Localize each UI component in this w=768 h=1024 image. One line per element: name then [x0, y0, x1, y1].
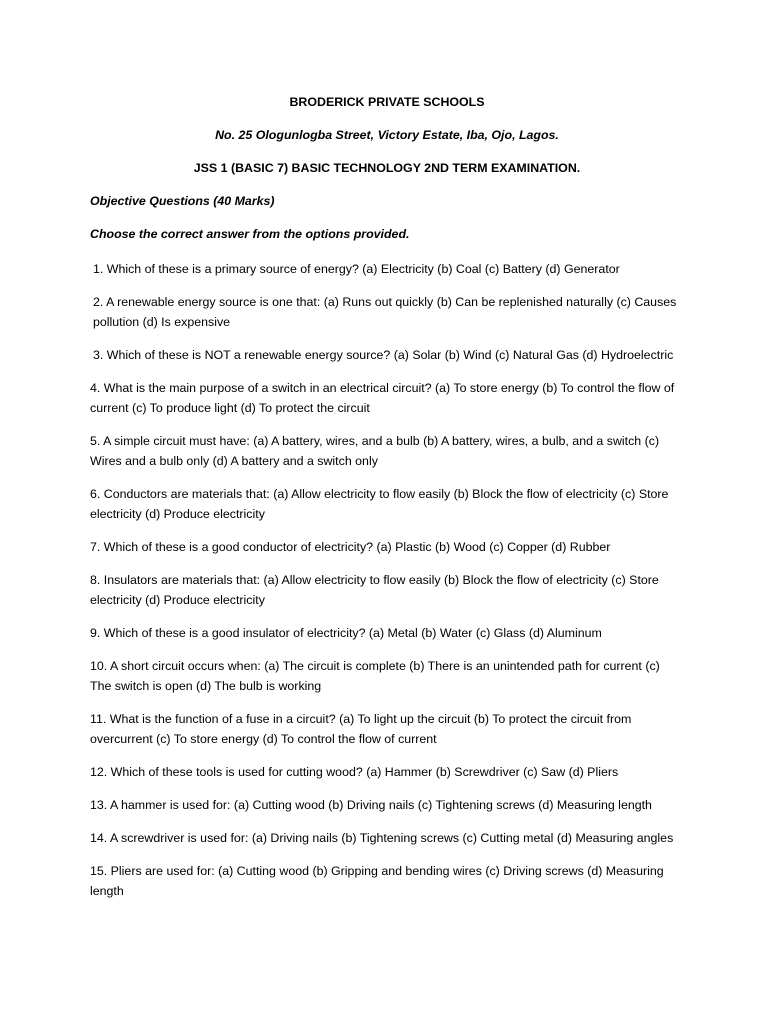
question-14: 14. A screwdriver is used for: (a) Driving nails (b) Tightening screws (c) Cutting metal (d) Measuring angles [90, 831, 674, 845]
question-7: 7. Which of these is a good conductor of electricity? (a) Plastic (b) Wood (c) Copper (d) Rubber [90, 540, 611, 554]
question-10: 10. A short circuit occurs when: (a) The circuit is complete (b) There is an unintended path for current (c) The switch is open (d) The bulb is working [90, 659, 660, 693]
exam-title: JSS 1 (BASIC 7) BASIC TECHNOLOGY 2ND TERM EXAMINATION. [193, 161, 581, 175]
question-4: 4. What is the main purpose of a switch in an electrical circuit? (a) To store energy (b) To control the flow of current (c) To produce light (d) To protect the circuit [90, 381, 675, 415]
question-11: 11. What is the function of a fuse in a circuit? (a) To light up the circuit (b) To protect the circuit from overcurrent (c) To store energy (d) To control the flow of current [90, 712, 632, 746]
question-12: 12. Which of these tools is used for cutting wood? (a) Hammer (b) Screwdriver (c) Saw (d) Pliers [90, 765, 619, 779]
question-6: 6. Conductors are materials that: (a) Allow electricity to flow easily (b) Block the flow of electricity (c) Store electricity (d) Produce electricity [90, 487, 669, 521]
question-9: 9. Which of these is a good insulator of electricity? (a) Metal (b) Water (c) Glass (d) Aluminum [90, 626, 602, 640]
section-instruction: Choose the correct answer from the options provided. [90, 227, 410, 241]
section-title: Objective Questions (40 Marks) [90, 194, 275, 208]
question-1: 1. Which of these is a primary source of energy? (a) Electricity (b) Coal (c) Battery (d) Generator [93, 262, 620, 276]
question-2: 2. A renewable energy source is one that: (a) Runs out quickly (b) Can be replenished naturally (c) Causes pollution (d) Is expensive [93, 295, 677, 329]
question-5: 5. A simple circuit must have: (a) A battery, wires, and a bulb (b) A battery, wires, a bulb, and a switch (c) Wires and a bulb only (d) A battery and a switch only [90, 434, 660, 468]
school-address: No. 25 Ologunlogba Street, Victory Estate, Iba, Ojo, Lagos. [215, 128, 559, 142]
question-8: 8. Insulators are materials that: (a) Allow electricity to flow easily (b) Block the flow of electricity (c) Store electricity (d) Produce electricity [90, 573, 659, 607]
question-15: 15. Pliers are used for: (a) Cutting wood (b) Gripping and bending wires (c) Driving screws (d) Measuring length [90, 864, 664, 898]
question-13: 13. A hammer is used for: (a) Cutting wood (b) Driving nails (c) Tightening screws (d) Measuring length [90, 798, 652, 812]
question-3: 3. Which of these is NOT a renewable energy source? (a) Solar (b) Wind (c) Natural Gas (d) Hydroelectric [93, 348, 674, 362]
school-name: BRODERICK PRIVATE SCHOOLS [289, 95, 485, 109]
